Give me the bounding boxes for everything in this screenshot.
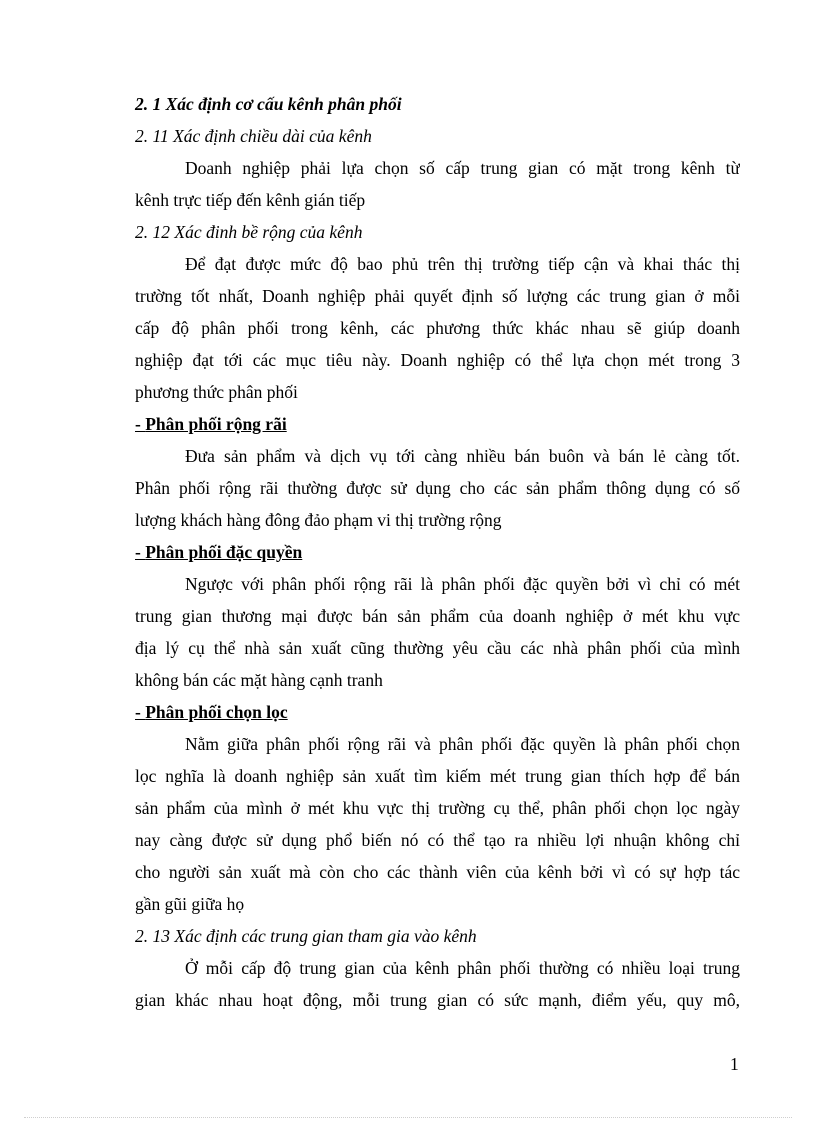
paragraph-line: địa lý cụ thể nhà sản xuất cũng thường yêu cầu các nhà phân phối của mình (135, 638, 740, 658)
paragraph-line: gần gũi giữa họ (135, 894, 245, 914)
paragraph-line: kênh trực tiếp đến kênh gián tiếp (135, 190, 366, 210)
page-bottom-divider (24, 1117, 792, 1118)
section-2-1-title: 2. 1 Xác định cơ cấu kênh phân phối (135, 94, 402, 114)
subheading-dash: - (135, 414, 146, 434)
subheading-dac-quyen (135, 536, 740, 568)
paragraph-line: Đưa sản phẩm và dịch vụ tới càng nhiều bán buôn và bán lẻ càng tốt. (185, 446, 740, 466)
paragraph-line: gian khác nhau hoạt động, mỗi trung gian có sức mạnh, điểm yếu, quy mô, (135, 990, 740, 1010)
paragraph-line: trường tốt nhất, Doanh nghiệp phải quyết định số lượng các trung gian ở mỗi (135, 286, 740, 306)
paragraph-line: sản phẩm của mình ở mét khu vực thị trường cụ thể, phân phối chọn lọc ngày (135, 798, 740, 818)
paragraph-line: cho người sản xuất mà còn cho các thành viên của kênh bởi vì có sự hợp tác (135, 862, 740, 882)
document-page (135, 88, 740, 1016)
paragraph-line: không bán các mặt hàng cạnh tranh (135, 670, 383, 690)
paragraph-line: Doanh nghiệp phải lựa chọn số cấp trung gian có mặt trong kênh từ (185, 158, 740, 178)
paragraph-line: cấp độ phân phối trong kênh, các phương thức khác nhau sẽ giúp doanh (135, 318, 740, 338)
subheading-chon-loc (135, 696, 740, 728)
page-number: 1 (730, 1054, 739, 1074)
subheading-text: Phân phối đặc quyền (145, 542, 303, 562)
subheading-text: Phân phối chọn lọc (145, 702, 288, 722)
section-2-11-title: 2. 11 Xác định chiều dài của kênh (135, 126, 372, 146)
paragraph-line: Ngược với phân phối rộng rãi là phân phối đặc quyền bởi vì chỉ có mét (185, 574, 740, 594)
section-2-13-title: 2. 13 Xác định các trung gian tham gia vào kênh (135, 926, 477, 946)
paragraph-line: nghiệp đạt tới các mục tiêu này. Doanh nghiệp có thể lựa chọn mét trong 3 (135, 350, 740, 370)
paragraph-line: trung gian thương mại được bán sản phẩm của doanh nghiệp ở mét khu vực (135, 606, 740, 626)
subheading-text: Phân phối rộng rãi (145, 414, 287, 434)
paragraph-line: Ở mỗi cấp độ trung gian của kênh phân phối thường có nhiều loại trung (185, 958, 740, 978)
paragraph-line: nay càng được sử dụng phổ biến nó có thể tạo ra nhiều lợi nhuận không chỉ (135, 830, 740, 850)
paragraph-line: phương thức phân phối (135, 382, 298, 402)
section-2-12-title: 2. 12 Xác đinh bề rộng của kênh (135, 222, 363, 242)
paragraph-line: lượng khách hàng đông đảo phạm vi thị trường rộng (135, 510, 502, 530)
paragraph-line: Nằm giữa phân phối rộng rãi và phân phối đặc quyền là phân phối chọn (185, 734, 740, 754)
paragraph-line: Phân phối rộng rãi thường được sử dụng cho các sản phẩm thông dụng có số (135, 478, 740, 498)
paragraph-line: lọc nghĩa là doanh nghiệp sản xuất tìm kiếm mét trung gian thích hợp để bán (135, 766, 740, 786)
subheading-dash: - (135, 542, 146, 562)
subheading-dash: - (135, 702, 146, 722)
subheading-rong-rai (135, 408, 740, 440)
paragraph-line: Để đạt được mức độ bao phủ trên thị trường tiếp cận và khai thác thị (185, 254, 740, 274)
